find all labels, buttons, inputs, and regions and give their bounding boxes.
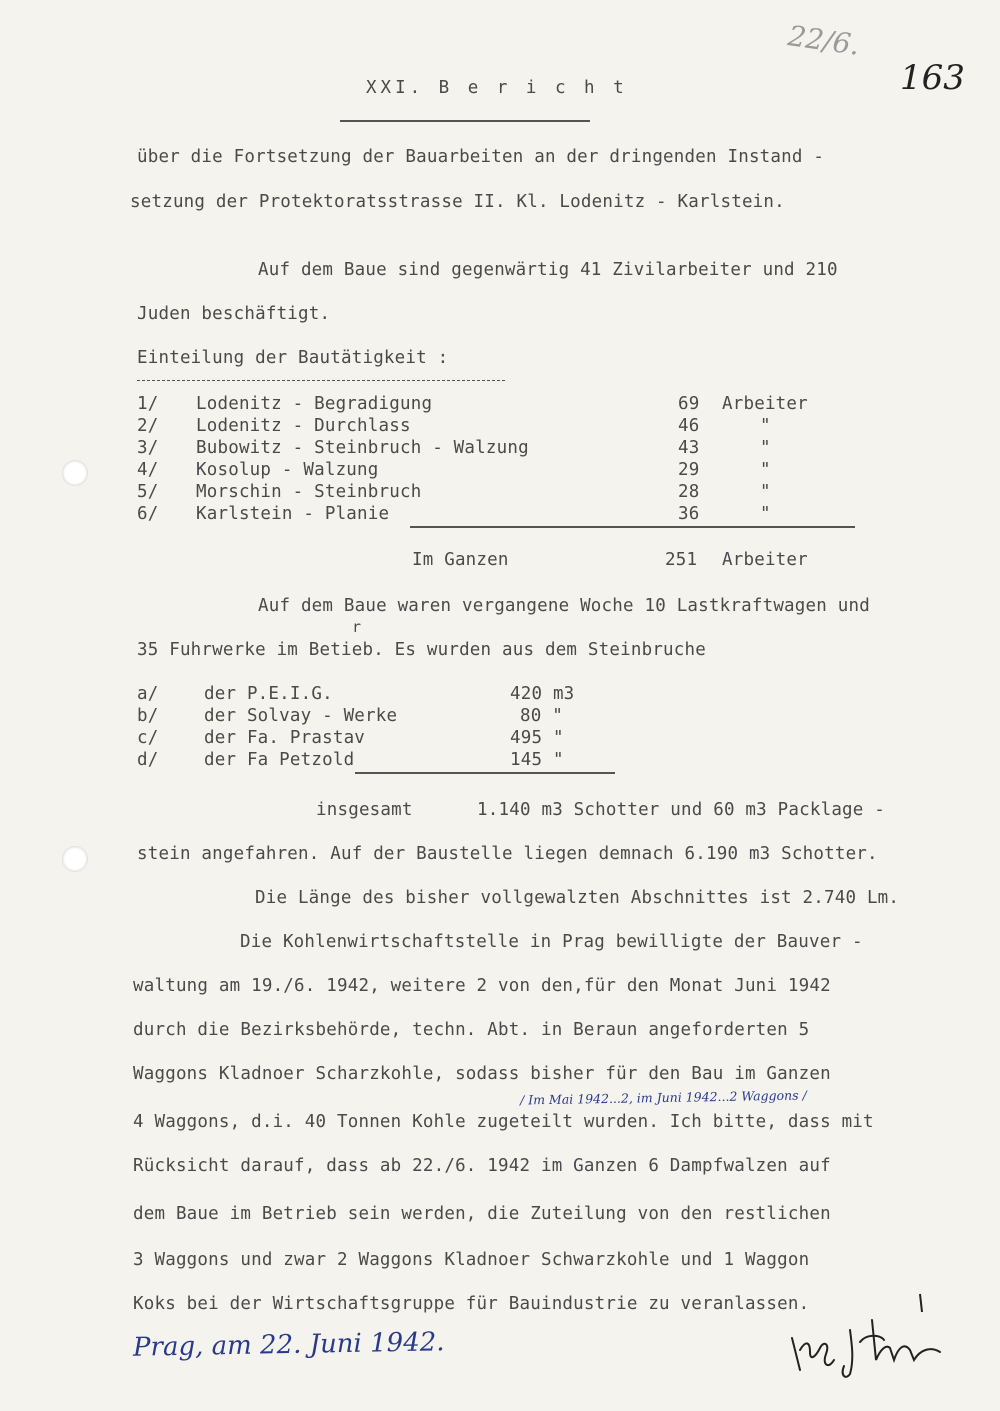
- schedule-no: 3/: [137, 438, 159, 458]
- para1-line-2: Juden beschäftigt.: [137, 304, 331, 324]
- punch-hole-bottom: [62, 846, 88, 872]
- para2-line-1: Auf dem Baue waren vergangene Woche 10 Lastkraftwagen und: [258, 596, 870, 616]
- schedule-no: 1/: [137, 394, 159, 414]
- schedule-heading-rule: [137, 380, 505, 381]
- schedule-count: 69: [678, 394, 700, 414]
- para5-line-6: Rücksicht darauf, dass ab 22./6. 1942 im Ganzen 6 Dampfwalzen auf: [133, 1156, 831, 1176]
- quarry-amount: 145 ": [510, 750, 564, 770]
- schedule-unit: ": [760, 416, 771, 436]
- punch-hole-top: [62, 460, 88, 486]
- schedule-count: 29: [678, 460, 700, 480]
- para4: Die Länge des bisher vollgewalzten Abschnittes ist 2.740 Lm.: [255, 888, 900, 908]
- quarry-amount: 495 ": [510, 728, 564, 748]
- quarry-sum-rule: [355, 772, 615, 774]
- para5-line-9: Koks bei der Wirtschaftsgruppe für Bauindustrie zu veranlassen.: [133, 1294, 810, 1314]
- schedule-name: Karlstein - Planie: [196, 504, 390, 524]
- schedule-count: 36: [678, 504, 700, 524]
- para1-line-1: Auf dem Baue sind gegenwärtig 41 Zivilarbeiter und 210: [258, 260, 838, 280]
- schedule-no: 5/: [137, 482, 159, 502]
- schedule-name: Morschin - Steinbruch: [196, 482, 422, 502]
- schedule-count: 28: [678, 482, 700, 502]
- para5-line-8: 3 Waggons und zwar 2 Waggons Kladnoer Schwarzkohle und 1 Waggon: [133, 1250, 810, 1270]
- quarry-no: b/: [137, 706, 159, 726]
- schedule-unit: ": [760, 482, 771, 502]
- subtitle-line-1: über die Fortsetzung der Bauarbeiten an der dringenden Instand -: [137, 147, 825, 167]
- schedule-no: 6/: [137, 504, 159, 524]
- quarry-name: der Fa Petzold: [204, 750, 355, 770]
- para3-line-2: stein angefahren. Auf der Baustelle liegen demnach 6.190 m3 Schotter.: [137, 844, 878, 864]
- para5-line-4: Waggons Kladnoer Scharzkohle, sodass bisher für den Bau im Ganzen: [133, 1064, 831, 1084]
- para5-line-1: Die Kohlenwirtschaftstelle in Prag bewilligte der Bauver -: [240, 932, 863, 952]
- signature: [780, 1290, 950, 1380]
- total-label: Im Ganzen: [412, 550, 509, 570]
- total-unit: Arbeiter: [722, 550, 808, 570]
- quarry-no: d/: [137, 750, 159, 770]
- schedule-sum-rule: [410, 526, 855, 528]
- schedule-unit: ": [760, 504, 771, 524]
- schedule-count: 43: [678, 438, 700, 458]
- quarry-name: der Solvay - Werke: [204, 706, 398, 726]
- schedule-name: Lodenitz - Begradigung: [196, 394, 433, 414]
- schedule-unit: ": [760, 460, 771, 480]
- schedule-name: Kosolup - Walzung: [196, 460, 379, 480]
- subtitle-line-2: setzung der Protektoratsstrasse II. Kl. Lodenitz - Karlstein.: [130, 192, 785, 212]
- quarry-name: der P.E.I.G.: [204, 684, 333, 704]
- total-count: 251: [665, 550, 698, 570]
- schedule-unit: Arbeiter: [722, 394, 808, 414]
- quarry-amount: 80 ": [520, 706, 563, 726]
- quarry-no: c/: [137, 728, 159, 748]
- schedule-name: Bubowitz - Steinbruch - Walzung: [196, 438, 529, 458]
- para3-line-1: insgesamt 1.140 m3 Schotter und 60 m3 Packlage -: [316, 800, 886, 820]
- schedule-heading: Einteilung der Bautätigkeit :: [137, 348, 449, 368]
- handwritten-place-date: Prag, am 22. Juni 1942.: [132, 1327, 445, 1363]
- para2-line-2: 35 Fuhrwerke im Betieb. Es wurden aus dem Steinbruche: [137, 640, 707, 660]
- handwritten-insert: / Im Mai 1942...2, im Juni 1942...2 Waggons /: [519, 1087, 807, 1108]
- quarry-name: der Fa. Prastav: [204, 728, 366, 748]
- schedule-name: Lodenitz - Durchlass: [196, 416, 411, 436]
- report-title: XXI. B e r i c h t: [366, 78, 628, 98]
- quarry-no: a/: [137, 684, 159, 704]
- para5-line-2: waltung am 19./6. 1942, weitere 2 von den,für den Monat Juni 1942: [133, 976, 831, 996]
- para5-line-7: dem Baue im Betrieb sein werden, die Zuteilung von den restlichen: [133, 1204, 831, 1224]
- para5-line-3: durch die Bezirksbehörde, techn. Abt. in Beraun angeforderten 5: [133, 1020, 810, 1040]
- para2-insert: r: [352, 618, 362, 636]
- title-underline: [340, 120, 590, 122]
- pencil-mark: 22/6.: [786, 19, 862, 62]
- quarry-amount: 420 m3: [510, 684, 575, 704]
- schedule-no: 2/: [137, 416, 159, 436]
- para5-line-5: 4 Waggons, d.i. 40 Tonnen Kohle zugeteilt wurden. Ich bitte, dass mit: [133, 1112, 874, 1132]
- page-number: 163: [900, 58, 965, 98]
- schedule-no: 4/: [137, 460, 159, 480]
- schedule-unit: ": [760, 438, 771, 458]
- schedule-count: 46: [678, 416, 700, 436]
